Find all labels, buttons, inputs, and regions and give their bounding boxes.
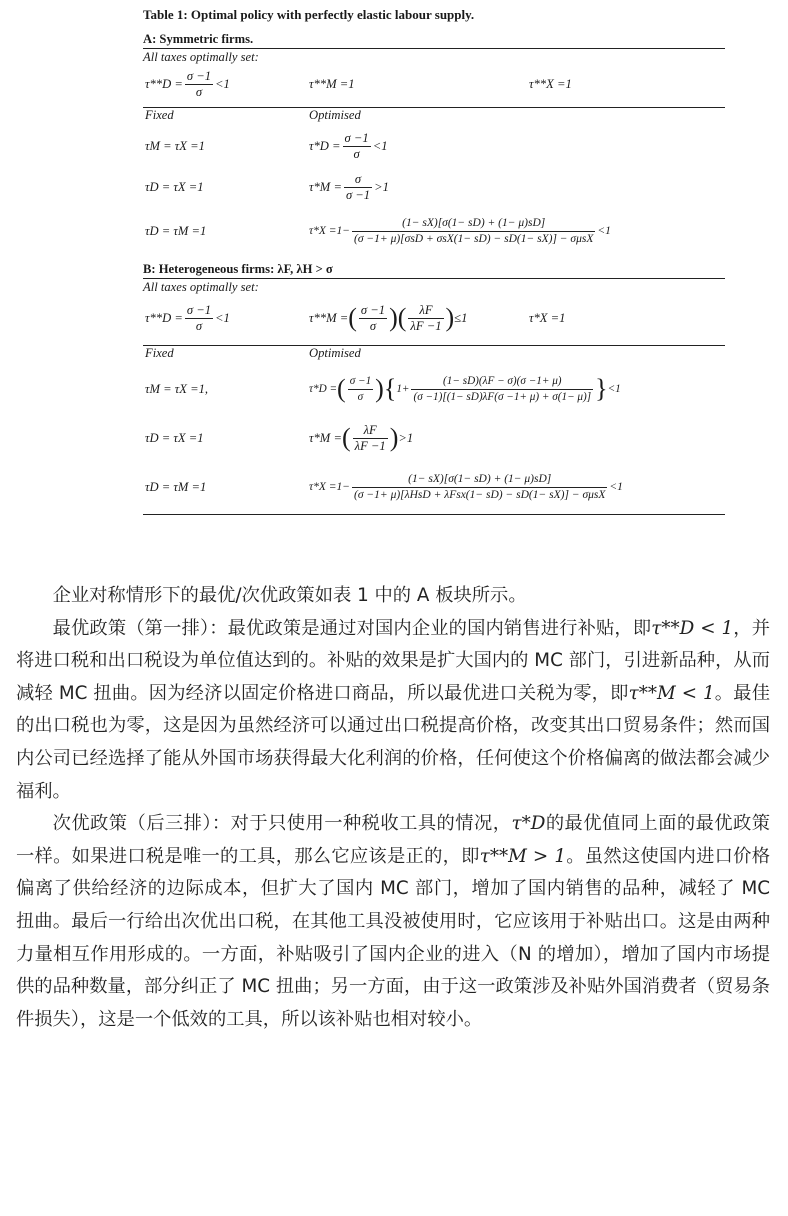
fraction: $\frac{\sigma -1}{\sigma}$ bbox=[186, 302, 211, 333]
fraction: $\frac{\sigma -1}{\sigma}$ bbox=[186, 68, 211, 99]
table-caption: Table 1: Optimal policy with perfectly elastic labour supply. bbox=[143, 7, 475, 22]
policy-table bbox=[143, 4, 725, 515]
fraction: $\frac{(1- sX)[\sigma(1- sD) + (1- \mu)sD]}{\text{(σ −1+ μ)[σsD + σsX(1− sD) − sD(1− sX)] − σμsX}}$ bbox=[354, 216, 594, 245]
fixed-cell: τD = τM =1 bbox=[145, 479, 207, 494]
table-row: τM = τX =1, τ*D = ( $\frac{\sigma -1}{\sigma}$ ){ 1+ $\frac{(1- sD)(\lambda F - \sigma)(\sigma -1+ \mu)}{(\sigma -1)[(1- sD)\lambda F(\sigma -1+ \mu) + \sigma(1- \mu)]}$ } <1 bbox=[143, 364, 725, 414]
table-row: τM = τX =1 τ*D = $\frac{\sigma -1}{\sigma}$ <1 bbox=[143, 126, 725, 166]
all-taxes-label: All taxes optimally set: bbox=[143, 280, 259, 294]
all-taxes-label: All taxes optimally set: bbox=[143, 50, 259, 64]
col-fixed: Fixed bbox=[145, 108, 174, 122]
fixed-cell: τD = τM =1 bbox=[145, 223, 207, 238]
fraction: $\frac{(1- sD)(\lambda F - \sigma)(\sigma -1+ \mu)}{(\sigma -1)[(1- sD)\lambda F(\sigma -1+ \mu) + \sigma(1- \mu)]}$ bbox=[413, 374, 592, 403]
fixed-cell: τD = τX =1 bbox=[145, 179, 204, 194]
fraction: $\frac{\sigma -1}{\sigma}$ bbox=[349, 374, 372, 403]
fraction: $\frac{(1- sX)[\sigma(1- sD) + (1- \mu)sD]}{\text{(σ −1+ μ)[λHsD + λFsx(1− sD) − sD(1− sX)] − σμsX}}$ bbox=[354, 472, 606, 501]
table-row: τ**D = $\frac{\sigma -1}{\sigma}$ <1 τ**M = ( $\frac{\sigma -1}{\sigma}$ )( $\frac{\lambda F}{\lambda F -1}$ ) ≤1 τ*X =1 bbox=[143, 295, 725, 341]
column-headers bbox=[143, 108, 725, 126]
fixed-cell: τD = τX =1 bbox=[145, 430, 204, 445]
formula: τ**X =1 bbox=[529, 76, 572, 91]
fixed-cell: τM = τX =1, bbox=[145, 381, 209, 396]
paragraph: 次优政策（后三排）：对于只使用一种税收工具的情况，τ*D的最优值同上面的最优政策一样。如果进口税是唯一的工具，那么它应该是正的，即τ**M > 1。虽然这使国内进口价格偏离了供给经济的边际成本，但扩大了国内 MC 部门，增加了国内销售的品种，减轻了 MC 扭曲。最后一行给出次优出口税，在其他工具没被使用时，它应该用于补贴出口。这是由两种力量相互作用形成的。一方面，补贴吸引了国内企业的进入（N 的增加），增加了国内市场提供的品种数量，部分纠正了 MC 扭曲；另一方面，由于这一政策涉及补贴外国消费者（贸易条件损失），这是一个低效的工具，所以该补贴也相对较小。 bbox=[16, 813, 771, 1030]
fraction: $\frac{\sigma -1}{\sigma}$ bbox=[344, 130, 369, 161]
col-optimised: Optimised bbox=[309, 108, 361, 122]
formula: τ**M =1 bbox=[309, 76, 355, 91]
table-row: τD = τM =1 τ*X =1− $\frac{(1- sX)[\sigma(1- sD) + (1- \mu)sD]}{\text{(σ −1+ μ)[σsD + σsX(1− sD) − sD(1− sX)] − σμsX}}$ <1 bbox=[143, 208, 725, 254]
table-row: τ**D = $\frac{\sigma -1}{\sigma}$ <1 τ**M =1 τ**X =1 bbox=[143, 65, 725, 103]
paragraph: 企业对称情形下的最优/次优政策如表 1 中的 A 板块所示。 bbox=[52, 585, 527, 606]
divider bbox=[143, 514, 725, 515]
fraction: $\frac{\sigma -1}{\sigma}$ bbox=[360, 302, 386, 333]
column-headers: Fixed Optimised bbox=[145, 346, 361, 360]
fraction: $\frac{\lambda F}{\lambda F -1}$ bbox=[410, 302, 442, 333]
fixed-cell: τM = τX =1 bbox=[145, 138, 205, 153]
table-row: τD = τX =1 τ*M = $\frac{\sigma}{\sigma -1}$ >1 bbox=[143, 166, 725, 208]
panel-b-title: B: Heterogeneous firms: λF, λH > σ bbox=[143, 262, 333, 276]
table-row: τD = τM =1 τ*X =1− $\frac{(1- sX)[\sigma(1- sD) + (1- \mu)sD]}{\text{(σ −1+ μ)[λHsD + λFsx(1− sD) − sD(1− sX)] − σμsX}}$ <1 bbox=[143, 462, 725, 512]
body-text bbox=[16, 580, 770, 1036]
fraction: $\frac{\lambda F}{\lambda F -1}$ bbox=[354, 422, 386, 453]
formula: τ*X =1 bbox=[529, 310, 566, 325]
paragraph: 最优政策（第一排）：最优政策是通过对国内企业的国内销售进行补贴，即τ**D < 1，并将进口税和出口税设为单位值达到的。补贴的效果是扩大国内的 MC 部门，引进新品种，从而减轻 MC 扭曲。因为经济以固定价格进口商品，所以最优进口关税为零，即τ**M < 1。最佳的出口税也为零，这是因为虽然经济可以通过出口税提高价格，改变其出口贸易条件；然而国内公司已经选择了能从外国市场获得最大化利润的价格，任何使这个价格偏离的做法都会减少福利。 bbox=[16, 617, 771, 802]
formula-lhs: τ**D = bbox=[145, 76, 183, 91]
table-row: τD = τX =1 τ*M = ( $\frac{\lambda F}{\lambda F -1}$ ) >1 bbox=[143, 414, 725, 462]
panel-a-title: A: Symmetric firms. bbox=[143, 32, 254, 46]
fraction: $\frac{\sigma}{\sigma -1}$ bbox=[345, 171, 371, 202]
